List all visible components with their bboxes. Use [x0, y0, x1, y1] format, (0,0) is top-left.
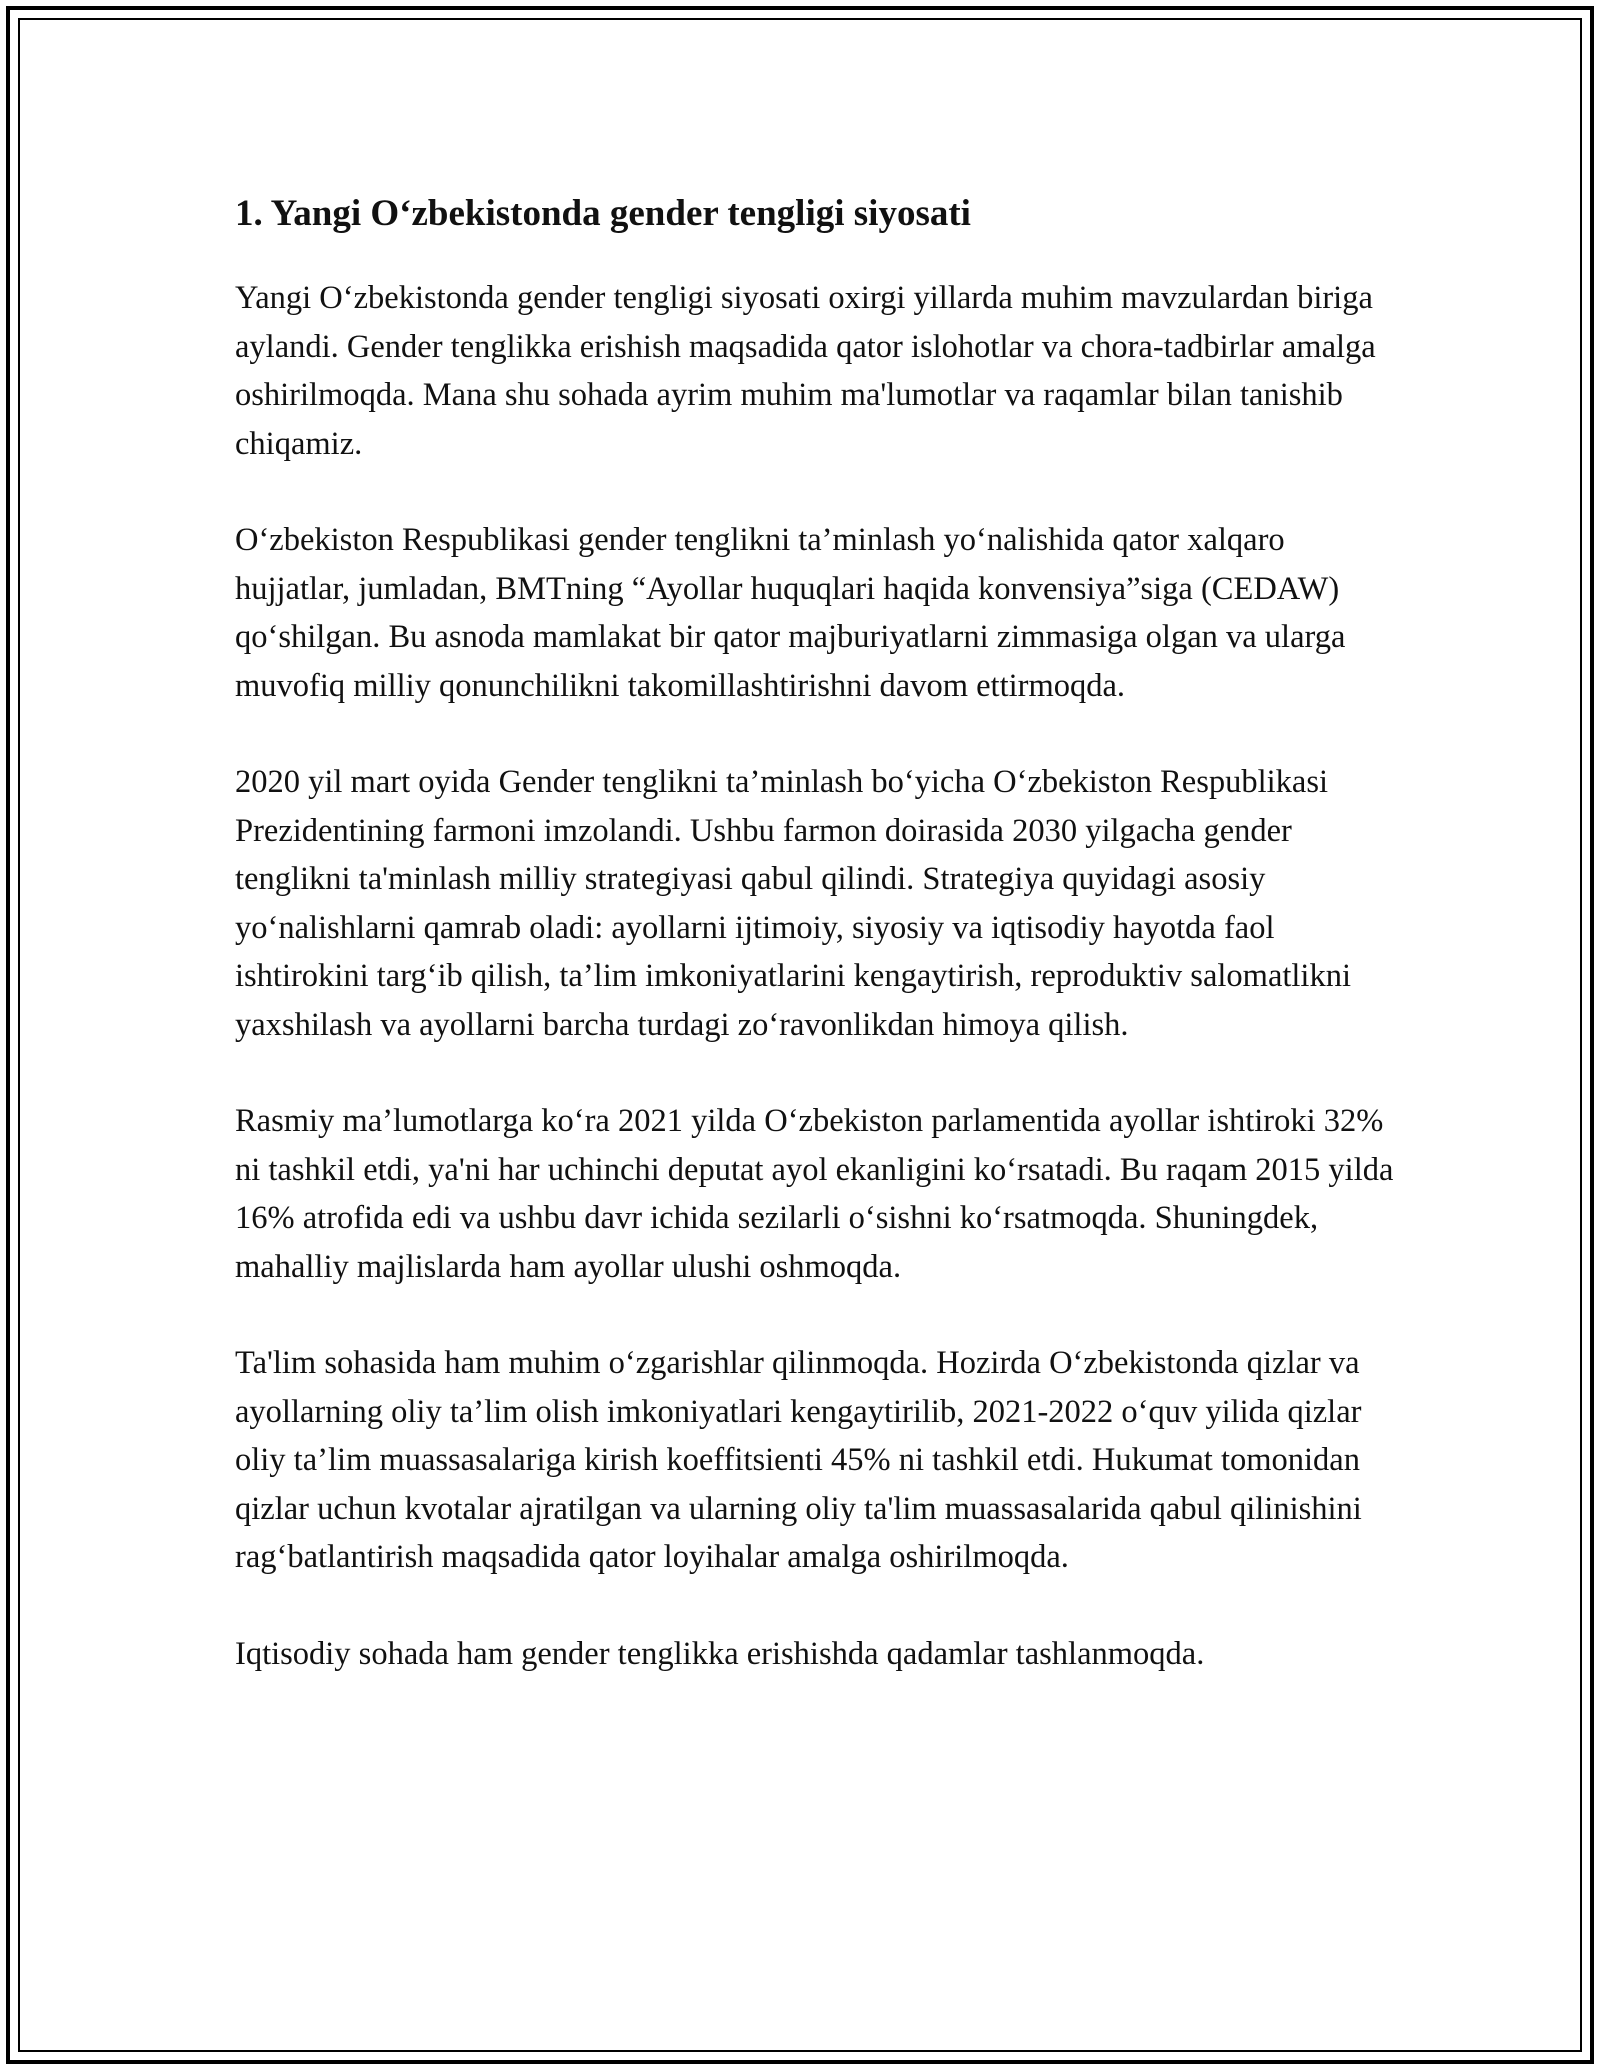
paragraph-intro: Yangi O‘zbekistonda gender tengligi siyosati oxirgi yillarda muhim mavzulardan biriga aylandi. Gender tenglikka erishish maqsadida qator islohotlar va chora-tadbirlar amalga oshirilmoqda. Mana shu sohada ayrim muhim ma'lumotlar va raqamlar bilan tanishib chiqamiz.: [235, 280, 1376, 462]
document-body: [235, 186, 1395, 1678]
paragraph-education: Ta'lim sohasida ham muhim o‘zgarishlar qilinmoqda. Hozirda O‘zbekistonda qizlar va ayollarning oliy ta’lim olish imkoniyatlari kengaytirilib, 2021-2022 o‘quv yilida qizlar oliy ta’lim muassasalariga kirish koeffitsienti 45% ni tashkil etdi. Hukumat tomonidan qizlar uchun kvotalar ajratilgan va ularning oliy ta'lim muassasalarida qabul qilinishini rag‘batlantirish maqsadida qator loyihalar amalga oshirilmoqda.: [235, 1345, 1362, 1575]
paragraph-economy: Iqtisodiy sohada ham gender tenglikka erishishda qadamlar tashlanmoqda.: [235, 1635, 1205, 1672]
paragraph-cedaw: O‘zbekiston Respublikasi gender tenglikni ta’minlash yo‘nalishida qator xalqaro hujjatlar, jumladan, BMTning “Ayollar huquqlari haqida konvensiya”siga (CEDAW) qo‘shilgan. Bu asnoda mamlakat bir qator majburiyatlarni zimmasiga olgan va ularga muvofiq milliy qonunchilikni takomillashtirishni davom ettirmoqda.: [235, 522, 1346, 704]
section-heading: 1. Yangi O‘zbekistonda gender tengligi siyosati: [235, 193, 971, 234]
paragraph-strategy: 2020 yil mart oyida Gender tenglikni ta’minlash bo‘yicha O‘zbekiston Respublikasi Prezidentining farmoni imzolandi. Ushbu farmon doirasida 2030 yilgacha gender tenglikni ta'minlash milliy strategiyasi qabul qilindi. Strategiya quyidagi asosiy yo‘nalishlarni qamrab oladi: ayollarni ijtimoiy, siyosiy va iqtisodiy hayotda faol ishtirokini targ‘ib qilish, ta’lim imkoniyatlarini kengaytirish, reproduktiv salomatlikni yaxshilash va ayollarni barcha turdagi zo‘ravonlikdan himoya qilish.: [235, 764, 1351, 1043]
paragraph-parliament: Rasmiy ma’lumotlarga ko‘ra 2021 yilda O‘zbekiston parlamentida ayollar ishtiroki 32% ni tashkil etdi, ya'ni har uchinchi deputat ayol ekanligini ko‘rsatadi. Bu raqam 2015 yilda 16% atrofida edi va ushbu davr ichida sezilarli o‘sishni ko‘rsatmoqda. Shuningdek, mahalliy majlislarda ham ayollar ulushi oshmoqda.: [235, 1103, 1394, 1285]
